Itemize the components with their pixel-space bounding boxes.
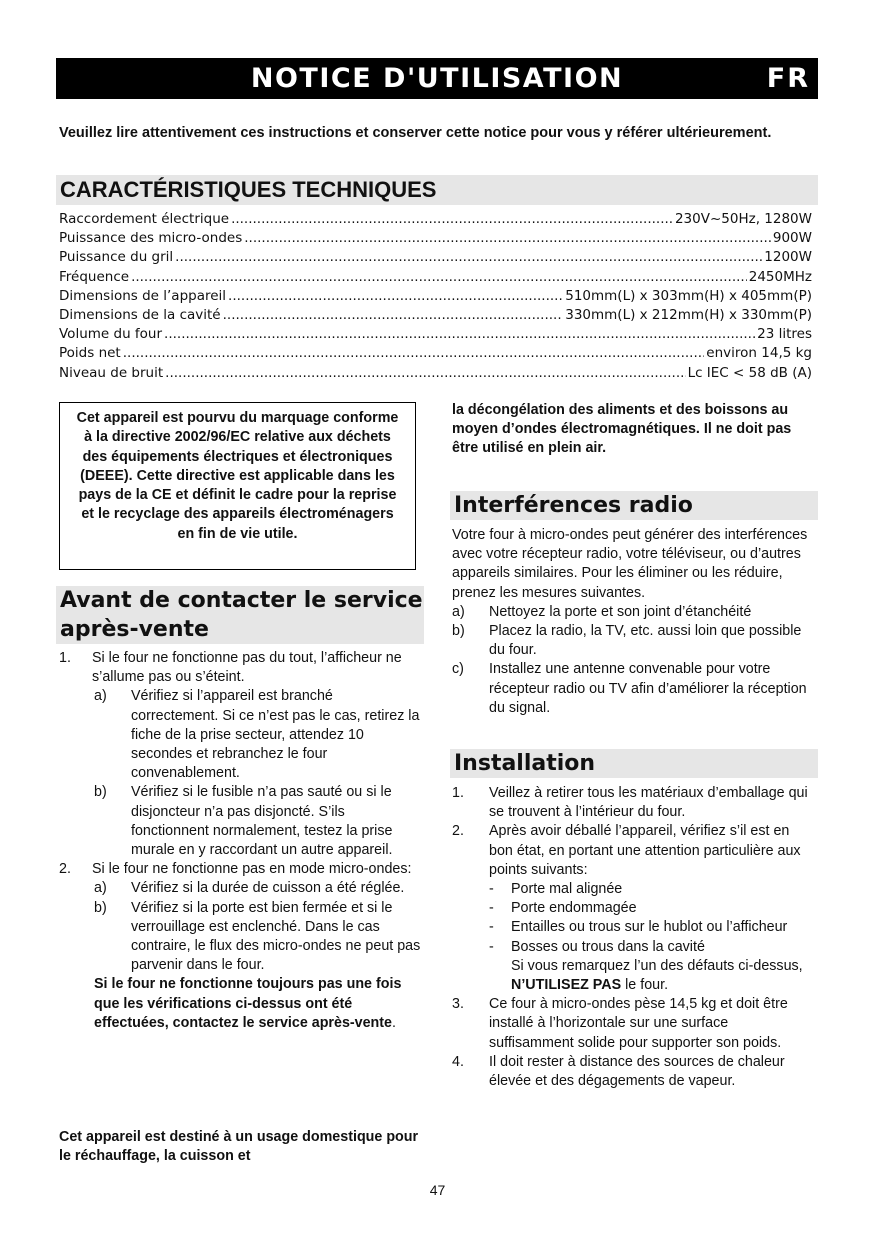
- spec-row: Volume du four ..... 23 litres: [59, 325, 812, 344]
- spec-row: Puissance des micro-ondes ..... 900W: [59, 229, 812, 248]
- radio-heading: Interférences radio: [450, 491, 818, 520]
- specs-list: [59, 210, 812, 383]
- list-item: 2. Après avoir déballé l’appareil, vérifiez s’il est en bon état, en portant une attention particulière aux points suivants: - Porte mal alignée - Porte endommagée - Entailles ou trous sur le hublot ou l’afficheur - Bosses ou trous dans la cavité Si vous remarquez l’un des défauts ci-dessus, N’UTILISEZ PAS le four.: [452, 822, 814, 995]
- dash-item: - Bosses ou trous dans la cavité: [489, 938, 705, 955]
- radio-intro: Votre four à micro-ondes peut générer des interférences avec votre récepteur radio, votre téléviseur, ou d’autres appareils similaires. Pour les éliminer ou les réduire, prenez les mesures suivantes.: [452, 527, 808, 601]
- header-banner: [56, 58, 818, 99]
- deee-notice-box: Cet appareil est pourvu du marquage conforme à la directive 2002/96/EC relative aux déchets des équipements électriques et électroniques (DEEE). Cette directive est applicable dans les pays de la CE et définit le cadre pour la reprise et le recyclage des appareils électroménagers en fin de vie utile.: [59, 402, 416, 570]
- usage-note: Cet appareil est destiné à un usage domestique pour le réchauffage, la cuisson et: [59, 1129, 419, 1165]
- list-item: 3. Ce four à micro-ondes pèse 14,5 kg et doit être installé à l’horizontale sur une surface suffisamment solide pour supporter son poids.: [452, 996, 788, 1051]
- usage-note-continued: la décongélation des aliments et des boissons au moyen d’ondes électromagnétiques. Il ne doit pas être utilisé en plein air.: [452, 402, 792, 457]
- list-item: a) Nettoyez la porte et son joint d’étanchéité: [452, 603, 752, 620]
- service-note: Si le four ne fonctionne toujours pas une fois que les vérifications ci-dessus ont été effectuées, contactez le service après-vente.: [94, 976, 402, 1031]
- list-item: 1. Veillez à retirer tous les matériaux d’emballage qui se trouvent à l’intérieur du four.: [452, 785, 808, 821]
- spec-row: Puissance du gril ..... 1200W: [59, 248, 812, 267]
- spec-row: Poids net ..... environ 14,5 kg: [59, 344, 812, 363]
- spec-row: Niveau de bruit ..... Lc IEC < 58 dB (A): [59, 364, 812, 383]
- page-title: NOTICE D'UTILISATION: [250, 63, 624, 94]
- dash-item: - Porte mal alignée: [489, 881, 623, 898]
- spec-row: Dimensions de la cavité ..... 330mm(L) x 212mm(H) x 330mm(P): [59, 306, 812, 325]
- sub-item: b) Vérifiez si la porte est bien fermée et si le verrouillage est enclenché. Dans le cas contraire, le flux des micro-ondes ne peut pas parvenir dans le four.: [94, 899, 421, 974]
- spec-row: Raccordement électrique ..... 230V~50Hz, 1280W: [59, 210, 812, 229]
- defect-warning: Si vous remarquez l’un des défauts ci-dessus, N’UTILISEZ PAS le four.: [511, 957, 803, 994]
- spec-row: Dimensions de l’appareil ..... 510mm(L) x 303mm(H) x 405mm(P): [59, 287, 812, 306]
- list-item: 2. Si le four ne fonctionne pas en mode micro-ondes: a) Vérifiez si la durée de cuisson a été réglée. b) Vérifiez si la porte est bien fermée et si le verrouillage est enclenché. Dans le cas contraire, le flux des micro-ondes ne peut pas parvenir dans le four.: [59, 860, 421, 975]
- radio-section: [452, 526, 814, 718]
- troubleshooting-list: [59, 649, 421, 1033]
- dash-item: - Porte endommagée: [489, 900, 637, 917]
- sub-item: a) Vérifiez si l’appareil est branché correctement. Si ce n’est pas le cas, retirez la fiche de la prise secteur, attendez 10 secondes et rebranchez le four convenablement.: [94, 688, 420, 782]
- list-item: b) Placez la radio, la TV, etc. aussi loin que possible du four.: [452, 623, 802, 659]
- intro-text: Veuillez lire attentivement ces instructions et conserver cette notice pour vous y référer ultérieurement.: [59, 125, 772, 141]
- specs-heading: CARACTÉRISTIQUES TECHNIQUES: [56, 175, 818, 205]
- installation-list: [452, 784, 814, 1091]
- before-service-heading: Avant de contacter le service après-vente: [56, 586, 424, 644]
- page-number: 47: [429, 1182, 446, 1198]
- sub-item: b) Vérifiez si le fusible n’a pas sauté ou si le disjoncteur n’a pas disjoncté. S’ils fonctionnent normalement, testez la prise murale en y raccordant un autre appareil.: [94, 784, 393, 859]
- sub-item: a) Vérifiez si la durée de cuisson a été réglée.: [94, 880, 405, 897]
- list-item: 4. Il doit rester à distance des sources de chaleur élevée et des dégagements de vapeur.: [452, 1053, 785, 1090]
- list-item: 1. Si le four ne fonctionne pas du tout, l’afficheur ne s’allume pas ou s’éteint. a) Vérifiez si l’appareil est branché correctement. Si ce n’est pas le cas, retirez la fiche de la prise secteur, attendez 10 secondes et rebranchez le four convenablement. b) Vérifiez si le fusible n’a pas sauté ou si le disjoncteur n’a pas disjoncté. S’ils fonctionnent normalement, testez la prise murale en y raccordant un autre appareil.: [59, 649, 421, 860]
- list-item: c) Installez une antenne convenable pour votre récepteur radio ou TV afin d’améliorer la réception du signal.: [452, 661, 807, 716]
- installation-heading: Installation: [450, 749, 818, 778]
- spec-row: Fréquence ..... 2450MHz: [59, 268, 812, 287]
- language-code: FR: [766, 63, 810, 94]
- dash-item: - Entailles ou trous sur le hublot ou l’afficheur: [489, 919, 788, 936]
